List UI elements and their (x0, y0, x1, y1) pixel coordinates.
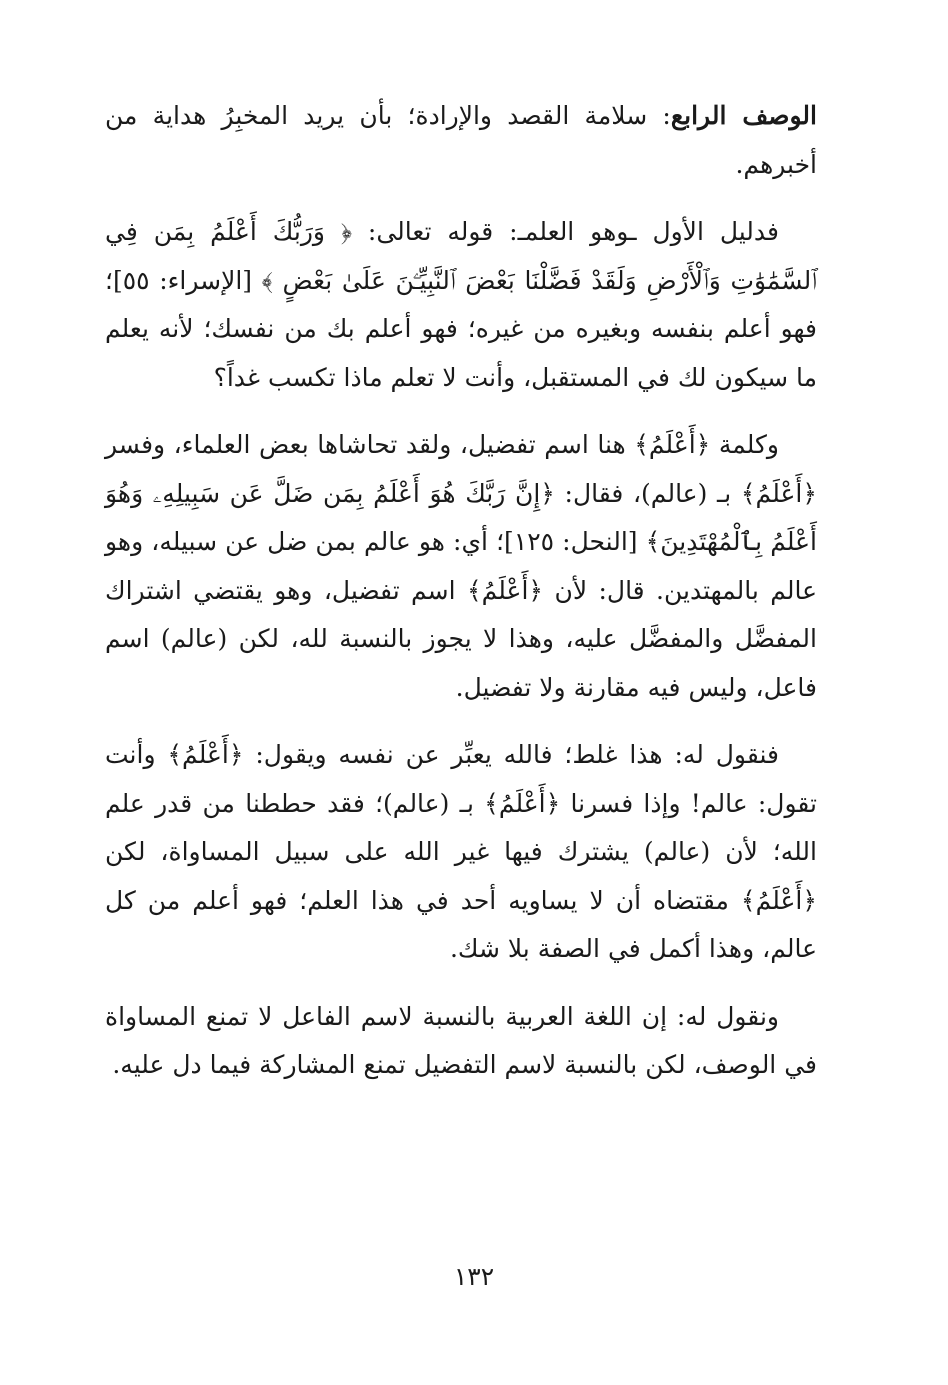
quran-verse: ﴿إِنَّ رَبَّكَ هُوَ أَعْلَمُ بِمَن ضَلَّ عَن سَبِيلِهِۦ وَهُوَ أَعْلَمُ بِٱلْمُهْتَدِينَ﴾ (105, 478, 817, 556)
paragraph-text: مقتضاه أن لا يساويه أحد في هذا العلم؛ فهو أعلم من كل عالم، وهذا أكمل في الصفة بلا شك. (105, 885, 817, 963)
paragraph-text: بـ (عالم)، فقال: (554, 478, 741, 508)
paragraph-fourth-description (105, 92, 817, 189)
paragraph-text: فنقول له: هذا غلط؛ فالله يعبِّر عن نفسه ويقول: (243, 740, 779, 769)
body-text (105, 92, 817, 1109)
quran-word: ﴿أَعْلَمُ﴾ (466, 575, 544, 605)
paragraph-text: اسم تفضيل، وهو يقتضي اشتراك المفضَّل والمفضَّل عليه، وهذا لا يجوز بالنسبة لله، لكن (عالم) اسم فاعل، وليس فيه مقارنة ولا تفضيل. (105, 575, 817, 702)
paragraph-text: وكلمة (710, 430, 779, 459)
paragraph-first-evidence (105, 208, 817, 402)
quran-word: ﴿أَعْلَمُ﴾ (740, 478, 817, 508)
paragraph-text: [النحل: ١٢٥]؛ أي: هو عالم بمن ضل عن سبيله، وهو عالم بالمهتدين. قال: لأن (105, 527, 817, 605)
quran-word: ﴿أَعْلَمُ﴾ (740, 885, 817, 915)
paragraph-text: [الإسراء: ٥٥]؛ فهو أعلم بنفسه وبغيره من غيره؛ فهو أعلم بك من نفسك؛ لأنه يعلم ما سيكون لك في المستقبل، وأنت لا تعلم ماذا تكسب غداً؟ (105, 265, 817, 392)
quran-word: ﴿أَعْلَمُ﴾ (484, 788, 561, 818)
page-number: ١٣٢ (453, 1262, 495, 1291)
paragraph-text: فدليل الأول ـوهو العلمـ: قوله تعالى: (351, 217, 779, 246)
quran-verse: ﴿ وَرَبُّكَ أَعْلَمُ بِمَن فِي ٱلسَّمَٰوَٰتِ وَٱلْأَرْضِ وَلَقَدْ فَضَّلْنَا بَعْضَ ٱلنَّبِيِّـۧنَ عَلَىٰ بَعْضٍ ﴾ (105, 217, 818, 295)
section-label: الوصف الرابع (670, 101, 817, 130)
paragraph-word-alam (105, 421, 817, 712)
paragraph-language-note (105, 993, 817, 1090)
paragraph-text: بـ (عالم)؛ فقد حططنا من قدر علم الله؛ لأن (عالم) يشترك فيها غير الله على سبيل المساواة، لكن (105, 788, 817, 866)
paragraph-text: وأنت تقول: عالم! وإذا فسرنا (105, 740, 817, 818)
paragraph-text: هنا اسم تفضيل، ولقد تحاشاها بعض العلماء، وفسر (105, 430, 635, 459)
paragraph-text: ونقول له: إن اللغة العربية بالنسبة لاسم الفاعل لا تمنع المساواة في الوصف، لكن بالنسبة لاسم التفضيل تمنع المشاركة فيما دل عليه. (105, 1001, 817, 1079)
paragraph-rebuttal (105, 731, 817, 974)
quran-word: ﴿أَعْلَمُ﴾ (167, 740, 244, 769)
paragraph-text: : سلامة القصد والإرادة؛ بأن يريد المخبِرُ هداية من أخبرهم. (105, 101, 817, 179)
quran-word: ﴿أَعْلَمُ﴾ (634, 430, 711, 459)
